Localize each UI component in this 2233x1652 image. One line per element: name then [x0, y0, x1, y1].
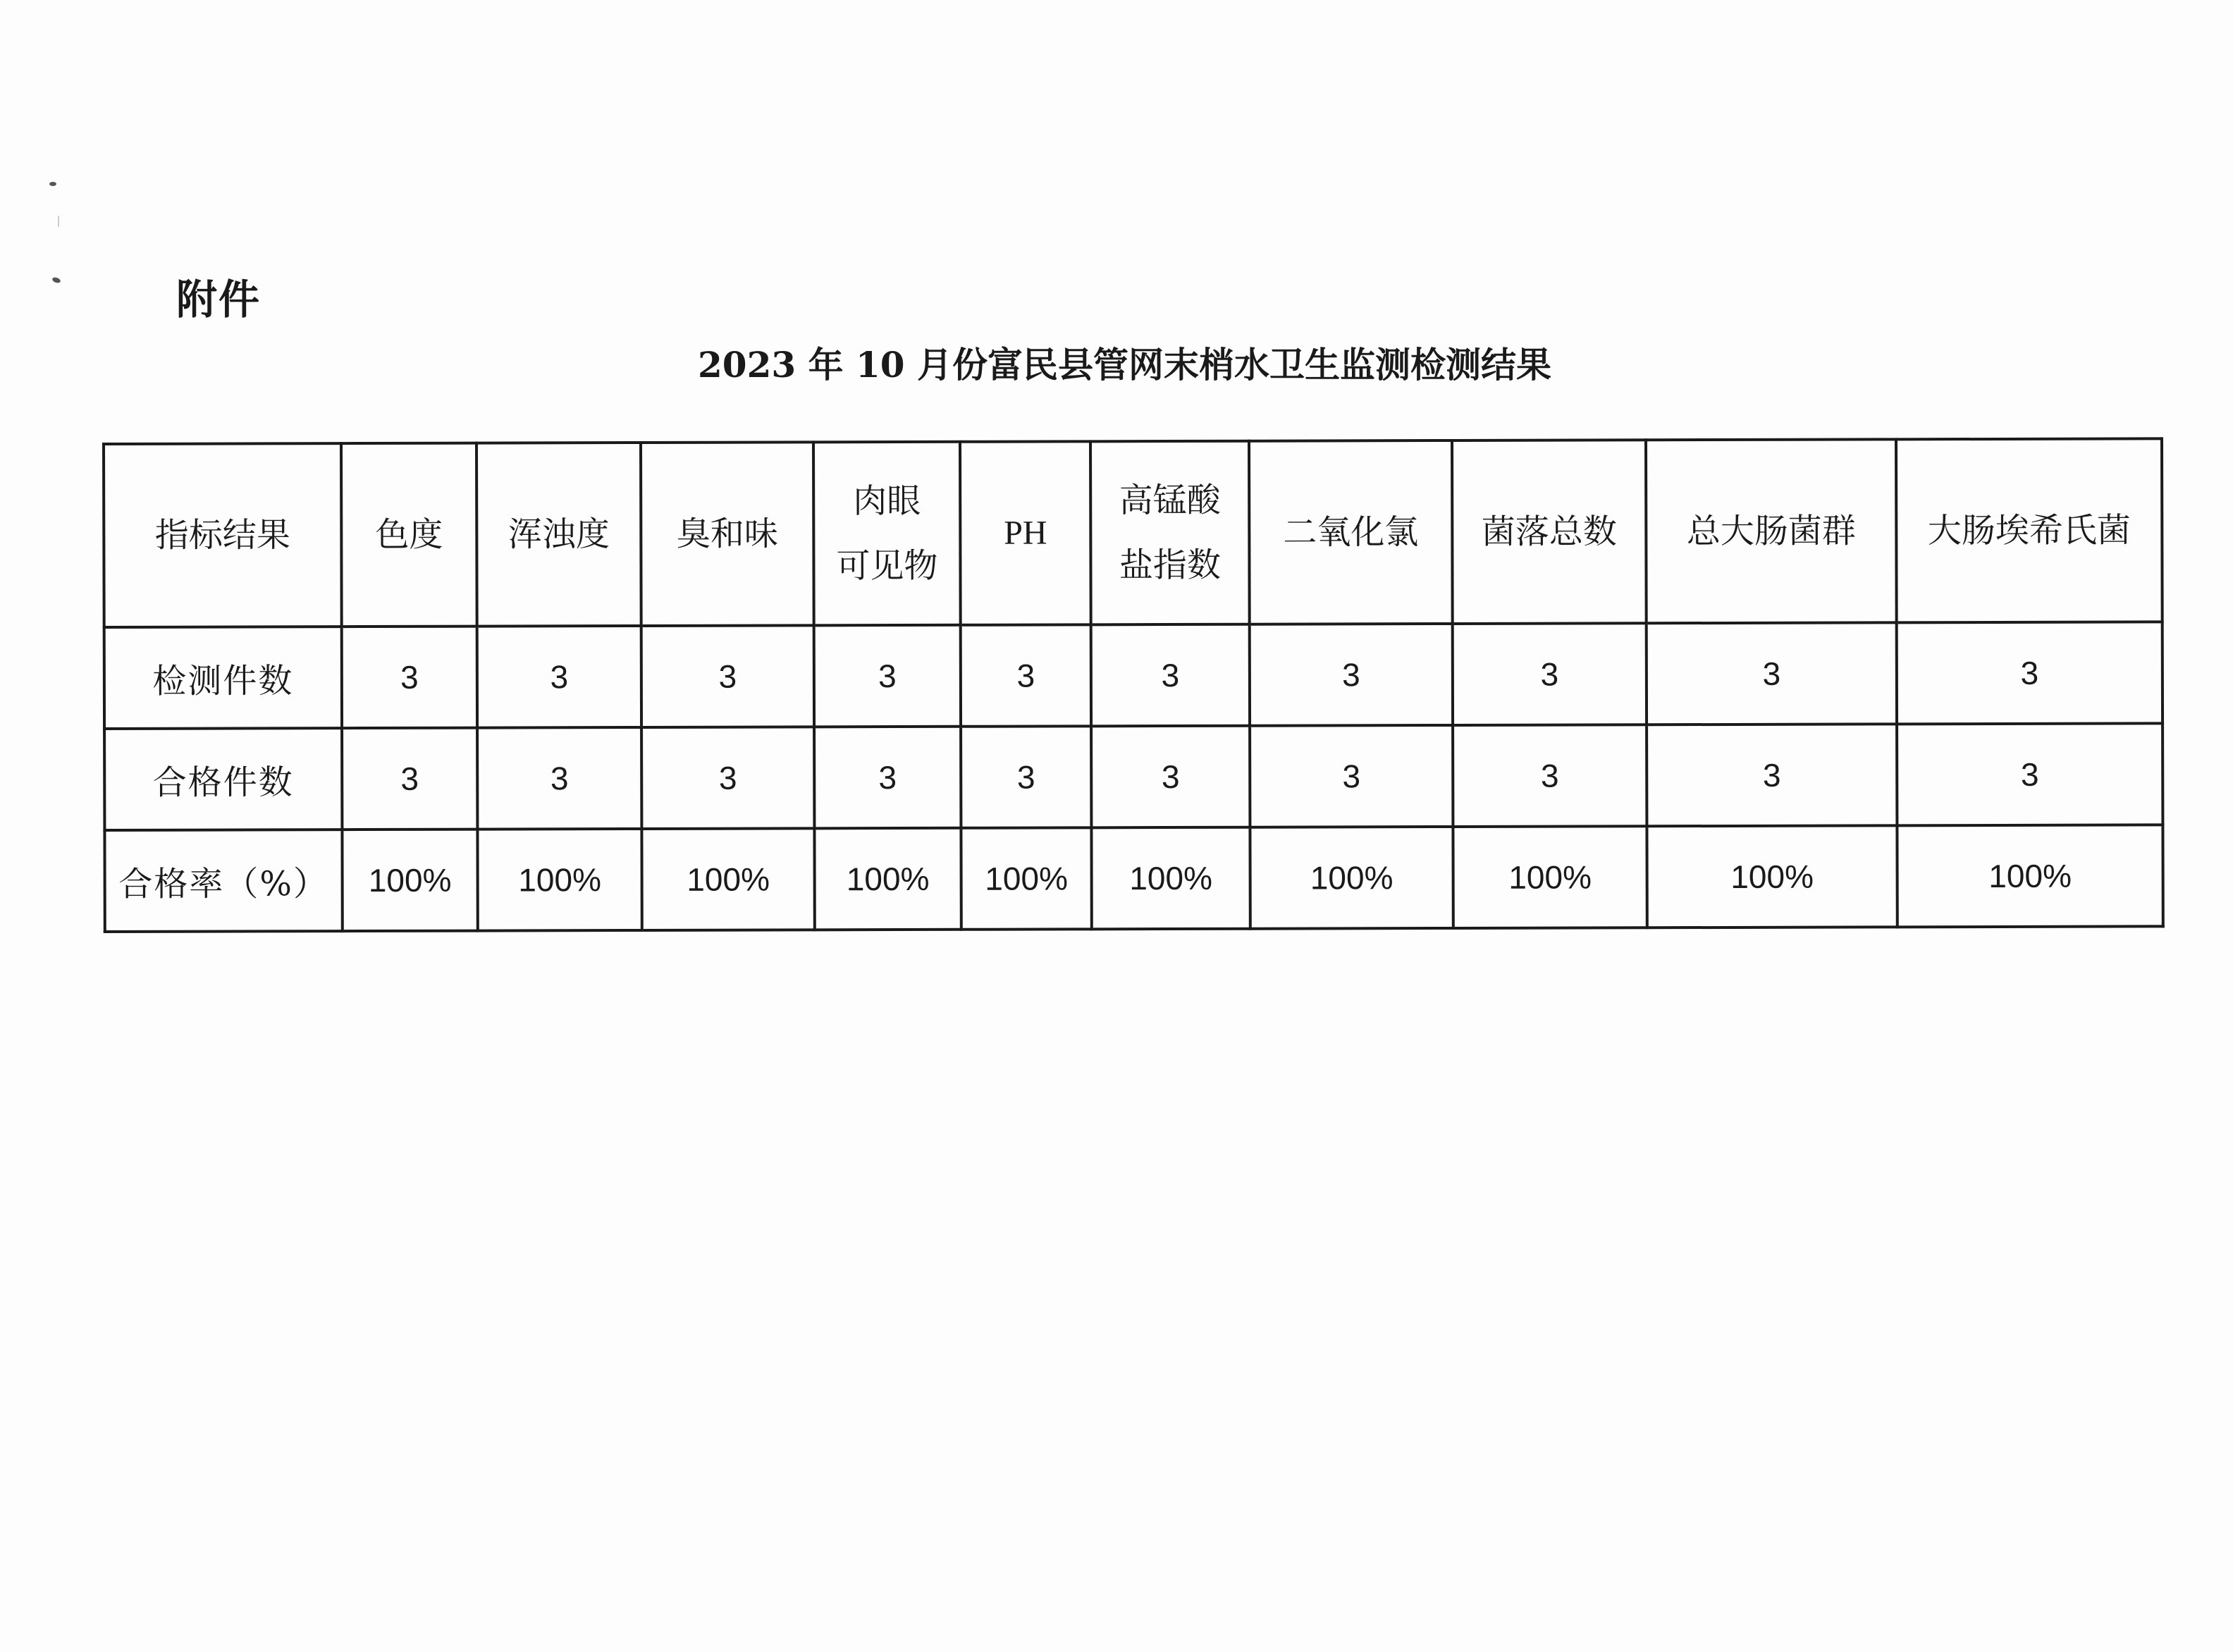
table-cell: 3: [1897, 622, 2163, 724]
table-row: [104, 723, 2163, 830]
row-label-tested-count: 检测件数: [104, 627, 342, 729]
table-cell: 3: [1091, 726, 1250, 828]
table-cell: 3: [961, 624, 1091, 726]
table-cell: 100%: [1250, 827, 1453, 929]
column-header-e-coli: 大肠埃希氏菌: [1896, 438, 2163, 622]
table-cell: 3: [1453, 725, 1647, 827]
table-cell: 100%: [961, 827, 1091, 929]
attachment-label: 附件: [176, 276, 262, 323]
results-table: [102, 437, 2165, 933]
table-cell: 3: [1250, 624, 1453, 726]
table-cell: 3: [1250, 725, 1453, 827]
table-cell: 3: [1091, 624, 1250, 727]
corner-header: 指标结果: [104, 443, 342, 627]
table-row: [104, 825, 2163, 932]
table-cell: 3: [961, 726, 1091, 827]
column-header-chlorine-dioxide: 二氧化氯: [1249, 440, 1453, 624]
row-label-pass-rate: 合格率（%）: [104, 830, 342, 932]
table-cell: 3: [1647, 724, 1897, 826]
table-cell: 3: [641, 727, 814, 829]
table-cell: 3: [477, 626, 641, 728]
table-cell: 100%: [1091, 827, 1250, 930]
scan-speck: [58, 216, 59, 227]
column-header-permanganate-index: 高锰酸 盐指数: [1090, 441, 1250, 625]
table-cell: 3: [1453, 623, 1647, 725]
table-cell: 100%: [477, 829, 641, 931]
table-row: [104, 622, 2163, 729]
scan-speck: [51, 276, 61, 284]
table-cell: 100%: [1897, 825, 2163, 927]
column-header-total-colony-count: 菌落总数: [1452, 440, 1647, 624]
table-cell: 3: [814, 727, 961, 829]
table-cell: 3: [342, 728, 477, 830]
column-header-odor-taste: 臭和味: [641, 442, 814, 626]
table-cell: 100%: [1647, 825, 1897, 927]
document-title: 2023 年 10 月份富民县管网末梢水卫生监测检测结果: [698, 344, 1551, 386]
table-cell: 100%: [814, 828, 961, 930]
column-header-total-coliforms: 总大肠菌群: [1646, 439, 1897, 623]
scan-speck: [49, 182, 56, 186]
table-cell: 3: [477, 727, 641, 830]
column-header-color: 色度: [341, 443, 477, 627]
table-cell: 100%: [641, 828, 814, 930]
table-cell: 3: [814, 625, 961, 727]
table-cell: 100%: [342, 830, 477, 932]
table-cell: 3: [1897, 723, 2163, 825]
table-cell: 3: [342, 627, 477, 729]
header-row: [104, 438, 2163, 627]
table-cell: 100%: [1453, 826, 1647, 928]
row-label-qualified-count: 合格件数: [104, 728, 342, 830]
column-header-ph: PH: [960, 441, 1091, 624]
column-header-turbidity: 浑浊度: [476, 443, 641, 627]
table-cell: 3: [641, 625, 814, 727]
table-cell: 3: [1647, 622, 1897, 725]
column-header-visible-matter: 肉眼 可见物: [813, 442, 961, 626]
